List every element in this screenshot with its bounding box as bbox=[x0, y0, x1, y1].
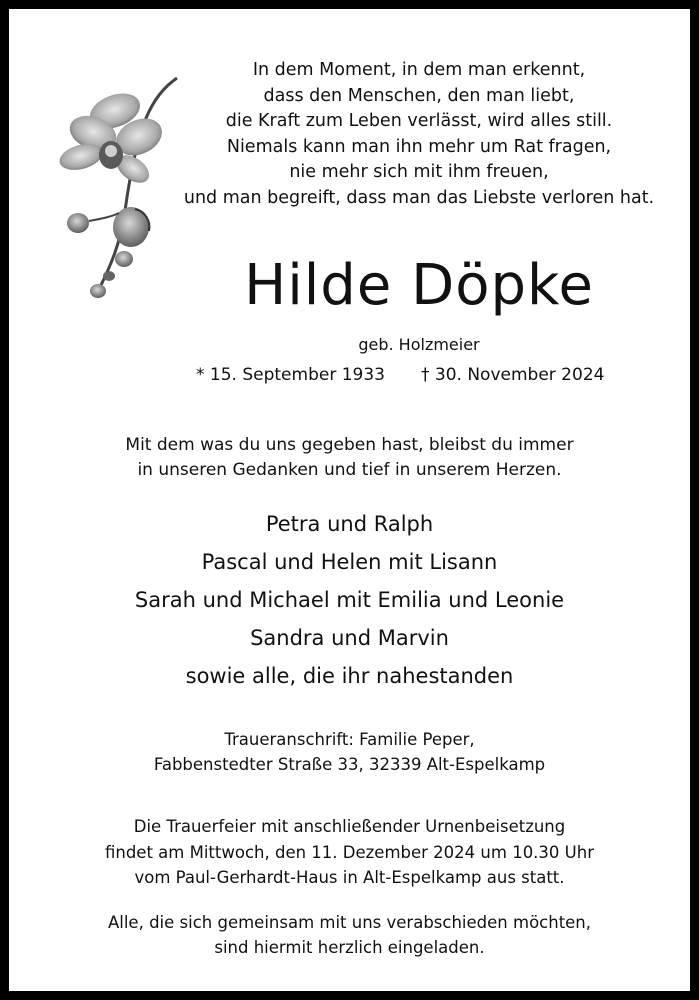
deceased-name: Hilde Döpke bbox=[244, 253, 594, 318]
family-line: Sarah und Michael mit Emilia und Leonie bbox=[134, 588, 565, 612]
poem-line: dass den Menschen, den man liebt, bbox=[263, 85, 575, 106]
death-date: † 30. November 2024 bbox=[421, 365, 605, 385]
poem-line: die Kraft zum Leben verlässt, wird alles still. bbox=[225, 111, 613, 131]
poem-line: und man begreift, dass man das Liebste verloren hat. bbox=[183, 187, 655, 208]
service-line: vom Paul-Gerhardt-Haus in Alt-Espelkamp aus statt. bbox=[134, 868, 565, 887]
memorial-poem bbox=[159, 58, 679, 211]
birth-name: geb. Holzmeier bbox=[358, 335, 480, 354]
invitation-line: Alle, die sich gemeinsam mit uns verabschieden möchten, bbox=[107, 913, 592, 932]
family-line: Sandra und Marvin bbox=[250, 626, 449, 650]
birth-date: * 15. September 1933 bbox=[196, 365, 385, 385]
family-line: Petra und Ralph bbox=[265, 512, 434, 536]
farewell-quote bbox=[9, 433, 690, 483]
address-line: Traueranschrift: Familie Peper, bbox=[224, 730, 475, 749]
service-line: Die Trauerfeier mit anschließender Urnenbeisetzung bbox=[133, 817, 566, 836]
quote-line: in unseren Gedanken und tief in unserem Herzen. bbox=[137, 460, 562, 480]
funeral-service-info bbox=[9, 814, 690, 891]
invitation-line: sind hiermit herzlich eingeladen. bbox=[214, 938, 485, 957]
poem-line: In dem Moment, in dem man erkennt, bbox=[252, 60, 586, 80]
family-line: sowie alle, die ihr nahestanden bbox=[185, 664, 514, 688]
poem-line: Niemals kann man ihn mehr um Rat fragen, bbox=[226, 136, 612, 157]
poem-line: nie mehr sich mit ihm freuen, bbox=[289, 162, 549, 182]
service-line: findet am Mittwoch, den 11. Dezember 2024 um 10.30 Uhr bbox=[104, 842, 594, 862]
invitation-text bbox=[9, 910, 690, 960]
address-line: Fabbenstedter Straße 33, 32339 Alt-Espelkamp bbox=[153, 755, 546, 774]
family-line: Pascal und Helen mit Lisann bbox=[201, 550, 498, 574]
quote-line: Mit dem was du uns gegeben hast, bleibst du immer bbox=[125, 435, 574, 455]
family-members bbox=[9, 505, 690, 695]
mourning-address bbox=[9, 727, 690, 777]
